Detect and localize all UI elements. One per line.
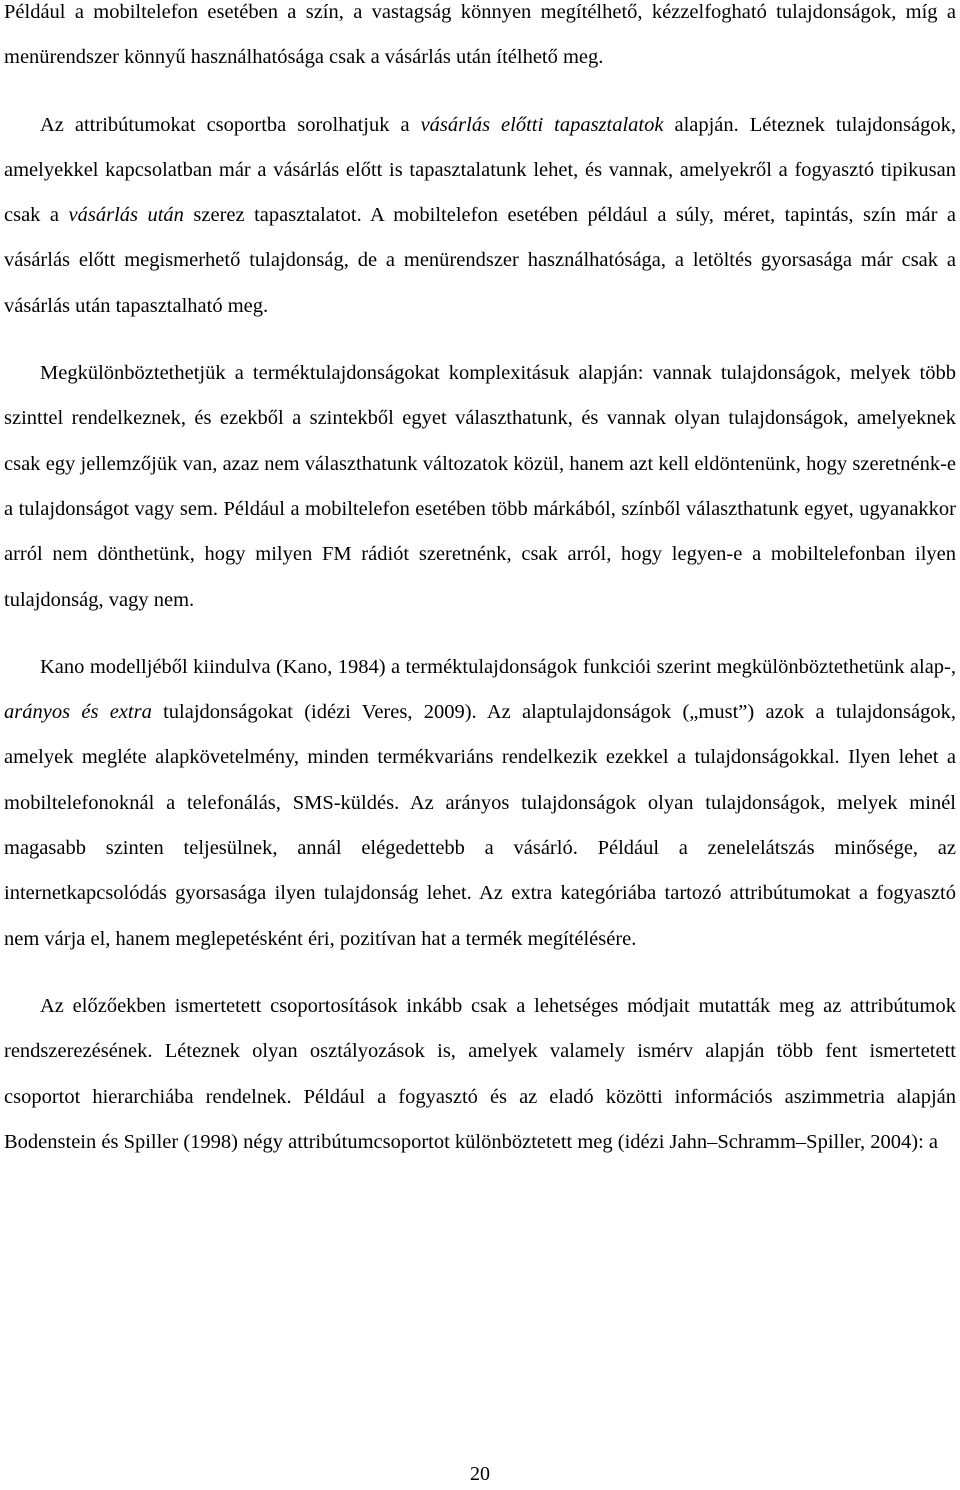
paragraph-4-italic-1: arányos és extra bbox=[4, 701, 152, 724]
paragraph-2-italic-1: vásárlás előtti tapasztalatok bbox=[420, 113, 664, 136]
paragraph-1 bbox=[4, 0, 956, 81]
paragraph-4-seg-3: tulajdonságokat (idézi Veres, 2009). Az alaptulajdonságok („must”) azok a tulajdonságok, amelyek megléte alapkövetelmény, minden termékvariáns rendelkezik ezekkel a tulajdonságokkal. Ilyen lehet a mobiltelefonoknál a telefonálás, SMS-küldés. Az arányos tulajdonságok olyan tulajdonságok, melyek minél magasabb szinten teljesülnek, annál elégedettebb a vásárló. Például a zenelelátszás minősége, az internetkapcsolódás gyorsasága ilyen tulajdonság lehet. Az extra kategóriába tartozó attribútumokat a fogyasztó nem várja el, hanem meglepetésként éri, pozitívan hat a termék megítélésére. bbox=[4, 701, 956, 950]
paragraph-4 bbox=[4, 645, 956, 962]
paragraph-2-seg-5: szerez tapasztalatot. A mobiltelefon esetében például a súly, méret, tapintás, szín már a vásárlás előtt megismerhető tulajdonság, de a menürendszer használhatósága, a letöltés gyorsasága már csak a vásárlás után tapasztalható meg. bbox=[4, 204, 956, 317]
paragraph-5-text: Az előzőekben ismertetett csoportosítások inkább csak a lehetséges módjait mutatták meg az attribútumok rendszerezésének. Léteznek olyan osztályozások is, amelyek valamely ismérv alapján több fent ismertetett csoportot hierarchiába rendelnek. Például a fogyasztó és az eladó közötti információs aszimmetria alapján Bodenstein és Spiller (1998) négy attribútumcsoportot különböztetett meg (idézi Jahn–Schramm–Spiller, 2004): a bbox=[4, 994, 956, 1153]
paragraph-2-seg-3: alapján. Léteznek tulajdonságok, amelyekkel kapcsolatban már a vásárlás előtt is tapasztalatunk lehet, és vannak, amelyekről a fogyasztó tipikusan csak a bbox=[4, 113, 956, 227]
paragraph-5 bbox=[4, 984, 956, 1165]
paragraph-4-seg-1: Kano modelljéből kiindulva (Kano, 1984) a terméktulajdonságok funkciói szerint megkülönböztethetünk alap-, bbox=[40, 655, 956, 678]
paragraph-2 bbox=[4, 103, 956, 329]
paragraph-3-text: Megkülönböztethetjük a terméktulajdonságokat komplexitásuk alapján: vannak tulajdonságok, melyek több szinttel rendelkeznek, és ezekből a szintekből egyet választhatunk, és vannak olyan tulajdonságok, amelyeknek csak egy jellemzőjük van, azaz nem választhatunk változatok közül, hanem azt kell eldöntenünk, hogy szeretnénk-e a tulajdonságot vagy sem. Például a mobiltelefon esetében több márkából, színből választhatunk egyet, ugyanakkor arról nem dönthetünk, hogy milyen FM rádiót szeretnénk, csak arról, hogy legyen-e a mobiltelefonban ilyen tulajdonság, vagy nem. bbox=[4, 362, 956, 611]
page-number: 20 bbox=[470, 1463, 490, 1485]
document-page bbox=[4, 0, 956, 1165]
paragraph-2-seg-1: Az attribútumokat csoportba sorolhatjuk a bbox=[40, 113, 421, 136]
paragraph-1-text: Például a mobiltelefon esetében a szín, a vastagság könnyen megítélhető, kézzelfogható tulajdonságok, míg a menürendszer könnyű használhatósága csak a vásárlás után ítélhető meg. bbox=[4, 1, 956, 69]
paragraph-2-italic-2: vásárlás után bbox=[68, 204, 184, 227]
paragraph-3 bbox=[4, 351, 956, 623]
